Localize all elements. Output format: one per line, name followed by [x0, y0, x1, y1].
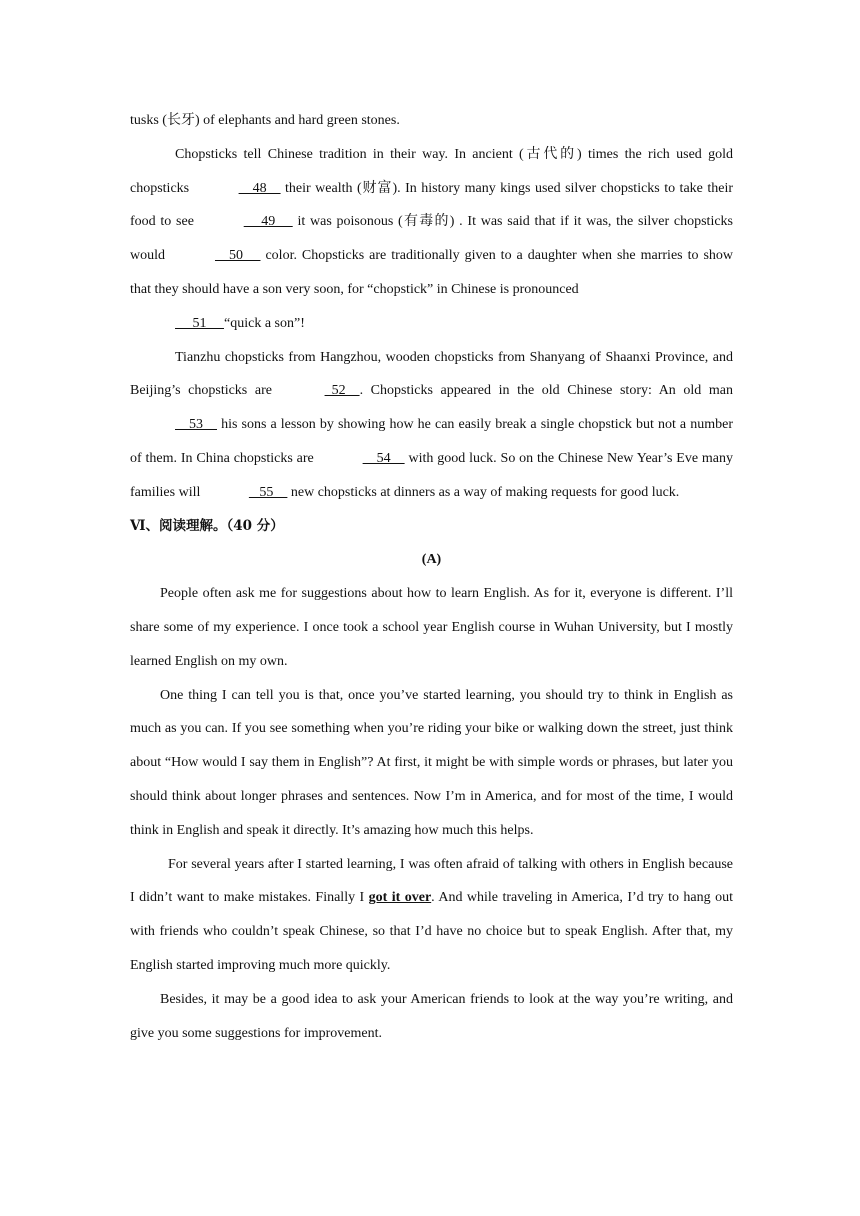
cloze-text: Chopsticks tell Chinese tradition in their way. In ancient (古代的) times the rich used gold chopsticks — [130, 146, 733, 196]
reading-text: For several years after I started learning, I was often afraid of talking with others in English because I didn’t want to make mistakes. Finally I — [130, 856, 733, 906]
document-page — [130, 104, 733, 1050]
reading-paragraph-1: People often ask me for suggestions about how to learn English. As for it, everyone is different. I’ll share some of my experience. I once took a school year English course in Wuhan University, but I mostly learned English on my own. — [130, 586, 733, 669]
underlined-phrase: got it over — [368, 890, 432, 906]
cloze-text: . Chopsticks appeared in the old Chinese story: An old man — [359, 383, 734, 399]
reading-text: . And while traveling in America, I’d try to hang out with friends who couldn’t speak Chinese, so that I’d have no choice but to speak English. After that, my English started improving much more quickly. — [130, 890, 733, 973]
blank-49[interactable]: 49 — [243, 214, 293, 230]
cloze-text: with good luck. So on the Chinese New Year’s Eve many families will — [130, 450, 733, 500]
reading-paragraph-4: Besides, it may be a good idea to ask your American friends to look at the way you’re writing, and give you some suggestions for improvement. — [130, 991, 733, 1041]
passage-label: (A) — [421, 552, 442, 568]
cloze-text: his sons a lesson by showing how he can easily break a single chopstick but not a number of them. In China chopsticks are — [130, 417, 733, 466]
cloze-text: new chopsticks at dinners as a way of making requests for good luck. — [287, 484, 680, 500]
section-heading: Ⅵ、阅读理解。（40 分） — [130, 517, 284, 534]
cloze-paragraph-2 — [130, 341, 733, 510]
blank-55[interactable]: 55 — [248, 484, 288, 500]
cloze-paragraph-1 — [130, 138, 733, 341]
cloze-text: their wealth (财富). In history many kings used silver chopsticks to take their food to see — [130, 180, 733, 230]
cloze-text: Tianzhu chopsticks from Hangzhou, wooden chopsticks from Shanyang of Shaanxi Province, and Beijing’s chopsticks are — [130, 349, 733, 399]
cloze-text: “quick a son”! — [224, 315, 305, 331]
cloze-text: it was poisonous (有毒的) . It was said that if it was, the silver chopsticks would — [130, 214, 733, 264]
blank-54[interactable]: 54 — [362, 450, 405, 466]
cloze-paragraph-0: tusks (长牙) of elephants and hard green stones. — [130, 113, 400, 128]
blank-52[interactable]: 52 — [324, 383, 360, 399]
cloze-text: color. Chopsticks are traditionally given to a daughter when she marries to show that they should have a son very soon, for “chopstick” in Chinese is pronounced — [130, 248, 734, 297]
blank-48[interactable]: 48 — [238, 180, 281, 196]
blank-50[interactable]: 50 — [214, 248, 261, 264]
blank-51[interactable]: 51 — [175, 315, 224, 331]
reading-paragraph-3 — [130, 848, 733, 983]
blank-53[interactable]: 53 — [175, 417, 217, 433]
reading-paragraph-2: One thing I can tell you is that, once you’ve started learning, you should try to think in English as much as you can. If you see something when you’re riding your bike or walking down the street, just think about “How would I say them in English”? At first, it might be with simple words or phrases, but later you should think about longer phrases and sentences. Now I’m in America, and for most of the time, I would think in English and speak it directly. It’s amazing how much this helps. — [130, 687, 733, 838]
